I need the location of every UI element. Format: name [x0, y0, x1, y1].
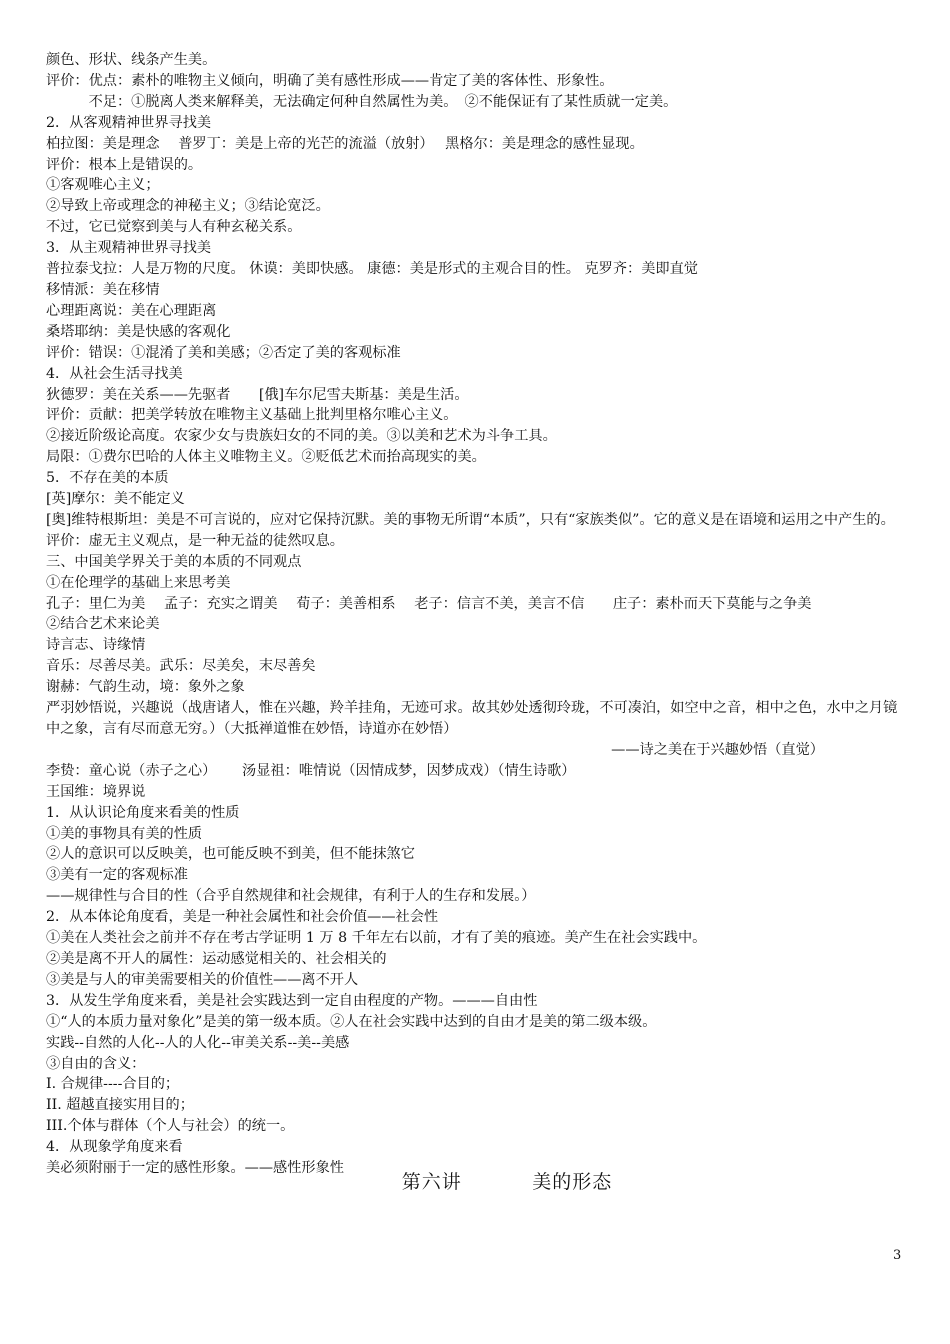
text-line: 李贽：童心说（赤子之心） 汤显祖：唯情说（因情成梦，因梦成戏）（情生诗歌）	[46, 762, 576, 779]
text-line: ③自由的含义：	[46, 1055, 146, 1072]
text-line: II. 超越直接实用目的；	[46, 1097, 194, 1114]
text-line: ——规律性与合目的性（合乎自然规律和社会规律，有利于人的生存和发展。）	[46, 888, 536, 905]
page-number: 3	[893, 1248, 902, 1263]
text-line: [英]摩尔：美不能定义	[46, 491, 185, 508]
text-line: 4．从社会生活寻找美	[46, 365, 183, 382]
text-line: 3．从发生学角度来看，美是社会实践达到一定自由程度的产物。———自由性	[46, 992, 538, 1009]
text-line: 诗言志、诗缘情	[46, 637, 146, 654]
text-line: ①美在人类社会之前并不存在考古学证明 1 万 8 千年左右以前，才有了美的痕迹。美产生在社会实践中。	[46, 930, 707, 947]
text-line: ②接近阶级论高度。农家少女与贵族妇女的不同的美。③以美和艺术为斗争工具。	[46, 428, 557, 445]
text-line: ①在伦理学的基础上来思考美	[46, 574, 231, 591]
text-line: 颜色、形状、线条产生美。	[46, 52, 217, 68]
text-line: 狄德罗：美在关系——先驱者 [俄]车尔尼雪夫斯基：美是生活。	[46, 386, 469, 403]
text-line: 孔子：里仁为美 孟子：充实之谓美 荀子：美善相系 老子：信言不美，美言不信 庄子：素朴而天下莫能与之争美	[46, 595, 812, 612]
heading-spacer	[462, 1171, 532, 1193]
text-line: ②结合艺术来论美	[46, 616, 160, 633]
text-line: 评价：优点：素朴的唯物主义倾向，明确了美有感性形成——肯定了美的客体性、形象性。	[46, 72, 614, 89]
text-line: 音乐：尽善尽美。武乐：尽美矣，末尽善矣	[46, 658, 316, 675]
text-line: 谢赫：气韵生动，境：象外之象	[46, 679, 245, 696]
text-line: 局限：①费尔巴哈的人体主义唯物主义。②贬低艺术而抬高现实的美。	[46, 449, 486, 466]
text-line: ①美的事物具有美的性质	[46, 825, 203, 842]
text-line: ②美是离不开人的属性：运动感觉相关的、社会相关的	[46, 950, 387, 967]
text-line: [奥]维特根斯坦：美是不可言说的，应对它保持沉默。美的事物无所谓“本质”，只有“家族类似”。它的意义是在语境和运用之中产生的。	[46, 511, 895, 528]
text-line: 美必须附丽于一定的感性形象。——感性形象性	[46, 1160, 344, 1177]
text-line: 普拉泰戈拉：人是万物的尺度。 休谟：美即快感。 康德：美是形式的主观合目的性。 克罗齐：美即直觉	[46, 261, 698, 278]
text-line: 不足：①脱离人类来解释美，无法确定何种自然属性为美。 ②不能保证有了某性质就一定美。	[46, 93, 678, 110]
text-line: 评价：虚无主义观点，是一种无益的徒然叹息。	[46, 532, 344, 549]
text-line: 2．从本体论角度看，美是一种社会属性和社会价值——社会性	[46, 909, 439, 926]
heading-lecture-number: 第六讲	[401, 1170, 462, 1193]
text-line: ③美是与人的审美需要相关的价值性——离不开人	[46, 971, 359, 988]
text-line: ——诗之美在于兴趣妙悟（直觉）	[611, 741, 824, 758]
text-line: 3．从主观精神世界寻找美	[46, 240, 212, 257]
text-line: 评价：错误：①混淆了美和美感；②否定了美的客观标准	[46, 344, 401, 361]
text-line: 2．从客观精神世界寻找美	[46, 114, 212, 131]
text-line: 4．从现象学角度来看	[46, 1139, 183, 1156]
heading-title: 美的形态	[532, 1170, 613, 1193]
text-line: 三、中国美学界关于美的本质的不同观点	[46, 553, 302, 570]
text-line: 心理距离说：美在心理距离	[46, 302, 217, 319]
text-line: ②导致上帝或理念的神秘主义；③结论宽泛。	[46, 198, 330, 215]
text-line: I. 合规律----合目的；	[46, 1076, 180, 1093]
text-line: 5．不存在美的本质	[46, 470, 169, 487]
text-line: 评价：贡献：把美学转放在唯物主义基础上批判里格尔唯心主义。	[46, 407, 458, 424]
text-line: 桑塔耶纳：美是快感的客观化	[46, 323, 231, 340]
text-line: 不过，它已觉察到美与人有种玄秘关系。	[46, 219, 302, 236]
text-line: 实践--自然的人化--人的人化--审美关系--美--美感	[46, 1034, 350, 1051]
text-line: 移情派：美在移情	[46, 281, 160, 298]
text-line: 王国维：境界说	[46, 783, 146, 800]
document-body	[46, 50, 908, 1194]
text-line: 严羽妙悟说，兴趣说（战唐诸人，惟在兴趣，羚羊挂角，无迹可求。故其妙处透彻玲珑，不可凑泊，如空中之音，相中之色，水中之月镜中之象，言有尽而意无穷。）（大抵禅道惟在妙悟，诗道亦在妙悟）	[46, 700, 898, 737]
text-line: III.个体与群体（个人与社会）的统一。	[46, 1118, 295, 1135]
text-line: ②人的意识可以反映美，也可能反映不到美，但不能抹煞它	[46, 846, 415, 863]
text-line: 评价：根本上是错误的。	[46, 156, 203, 173]
text-line: 柏拉图：美是理念 普罗丁：美是上帝的光芒的流溢（放射） 黑格尔：美是理念的感性显现。	[46, 135, 644, 152]
text-line: 1．从认识论角度来看美的性质	[46, 804, 240, 821]
text-line: ①“人的本质力量对象化”是美的第一级本质。②人在社会实践中达到的自由才是美的第二级本级。	[46, 1013, 657, 1030]
text-line: ③美有一定的客观标准	[46, 867, 188, 884]
text-line: ①客观唯心主义；	[46, 177, 160, 194]
